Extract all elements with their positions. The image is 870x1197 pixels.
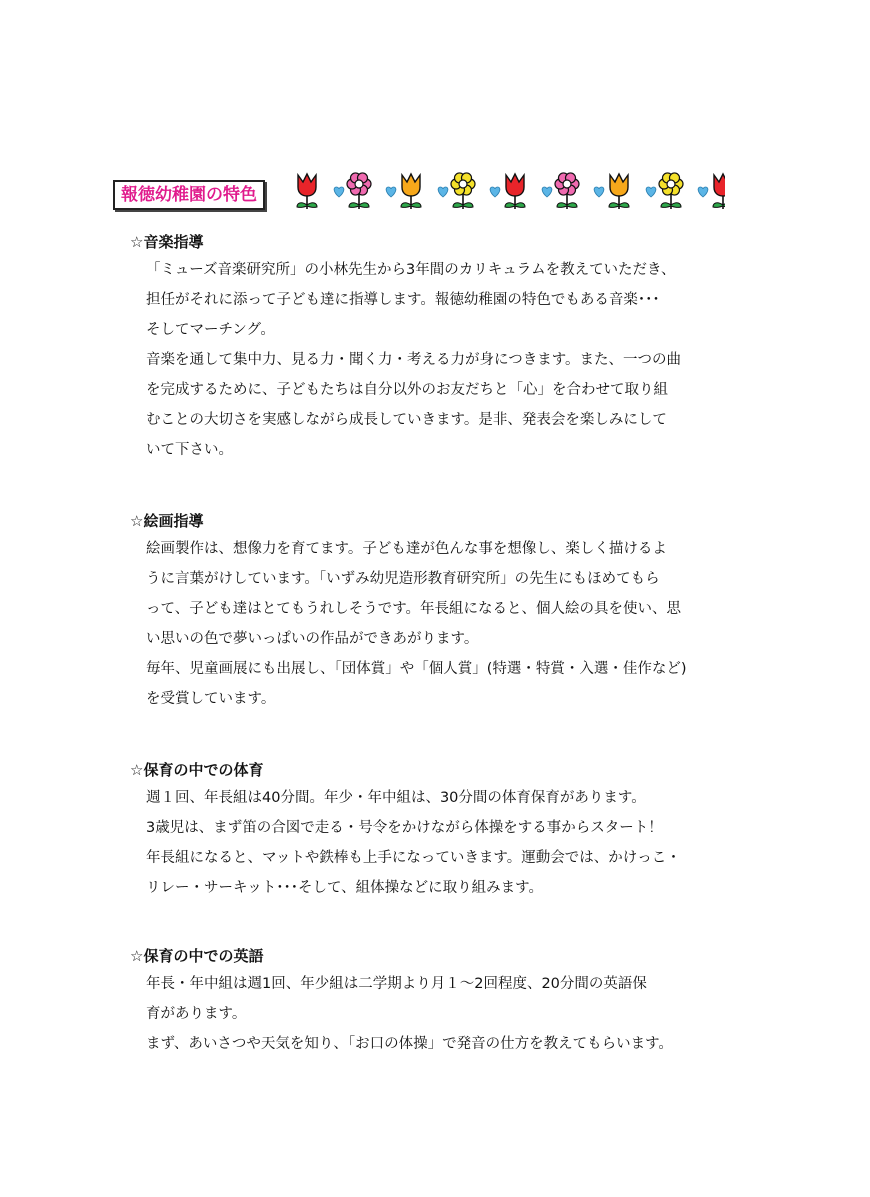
paragraph-line: 絵画製作は、想像力を育てます。子ども達が色んな事を想像し、楽しく描けるよ (146, 541, 667, 557)
tulip-red-icon (505, 174, 525, 209)
heart-icon (594, 187, 604, 197)
heart-icon (490, 187, 500, 197)
paragraph-line: むことの大切さを実感しながら成長していきます。是非、発表会を楽しみにして (146, 412, 667, 428)
paragraph-line: を完成するために、子どもたちは自分以外のお友だちと「心」を合わせて取り組 (146, 382, 668, 398)
flower-yellow-icon (659, 173, 683, 209)
flower-pink-icon (555, 173, 579, 209)
flower-pink-icon (347, 173, 371, 209)
paragraph-line: 3歳児は、まず笛の合図で走る・号令をかけながら体操をする事からスタート！ (146, 820, 663, 836)
paragraph-line: 年長・年中組は週1回、年少組は二学期より月１～2回程度、20分間の英語保 (146, 976, 647, 992)
paragraph-line: 音楽を通して集中力、見る力・聞く力・考える力が身につきます。また、一つの曲 (146, 352, 682, 368)
section-heading: ☆保育の中での英語 (130, 947, 264, 965)
paragraph-line: を受賞しています。 (146, 691, 276, 707)
heart-icon (646, 187, 656, 197)
paragraph-line: って、子ども達はとてもうれしそうです。年長組になると、個人絵の具を使い、思 (146, 601, 682, 617)
section-heading: ☆保育の中での体育 (130, 761, 264, 779)
paragraph-line: い思いの色で夢いっぱいの作品ができあがります。 (146, 631, 479, 647)
page-title: 報徳幼稚園の特色 (113, 180, 265, 210)
section-heading: ☆絵画指導 (130, 512, 204, 530)
flower-yellow-icon (451, 173, 475, 209)
section-english (130, 943, 730, 1059)
tulip-red-icon (713, 174, 725, 209)
heart-icon (542, 187, 552, 197)
section-music (130, 229, 730, 465)
paragraph-line: 育があります。 (146, 1006, 247, 1022)
section-art (130, 508, 730, 714)
section-heading: ☆音楽指導 (130, 233, 204, 251)
paragraph-line: リレー・サーキット･･･そして、組体操などに取り組みます。 (146, 880, 544, 896)
paragraph-line: そしてマーチング。 (146, 322, 275, 338)
paragraph-line: いて下さい。 (146, 442, 233, 458)
heart-icon (386, 187, 396, 197)
heart-icon (438, 187, 448, 197)
paragraph-line: 担任がそれに添って子ども達に指導します。報徳幼稚園の特色でもある音楽･･･ (146, 292, 660, 308)
heart-icon (698, 187, 708, 197)
paragraph-line: うに言葉がけしています。「いずみ幼児造形教育研究所」の先生にもほめてもら (146, 571, 660, 587)
tulip-orange-icon (609, 174, 629, 209)
paragraph-line: 週１回、年長組は40分間。年少・年中組は、30分間の体育保育があります。 (146, 790, 646, 806)
paragraph-line: 年長組になると、マットや鉄棒も上手になっていきます。運動会では、かけっこ・ (146, 850, 681, 866)
tulip-red-icon (297, 174, 317, 209)
tulip-orange-icon (401, 174, 421, 209)
paragraph-line: 毎年、児童画展にも出展し、「団体賞」や「個人賞」(特選・特賞・入選・佳作など) (146, 661, 687, 677)
heart-icon (334, 187, 344, 197)
paragraph-line: まず、あいさつや天気を知り、「お口の体操」で発音の仕方を教えてもらいます。 (146, 1036, 673, 1052)
paragraph-line: 「ミューズ音楽研究所」の小林先生から3年間のカリキュラムを教えていただき、 (146, 262, 676, 278)
flower-decoration-row (295, 163, 725, 215)
section-physical-education (130, 757, 730, 903)
